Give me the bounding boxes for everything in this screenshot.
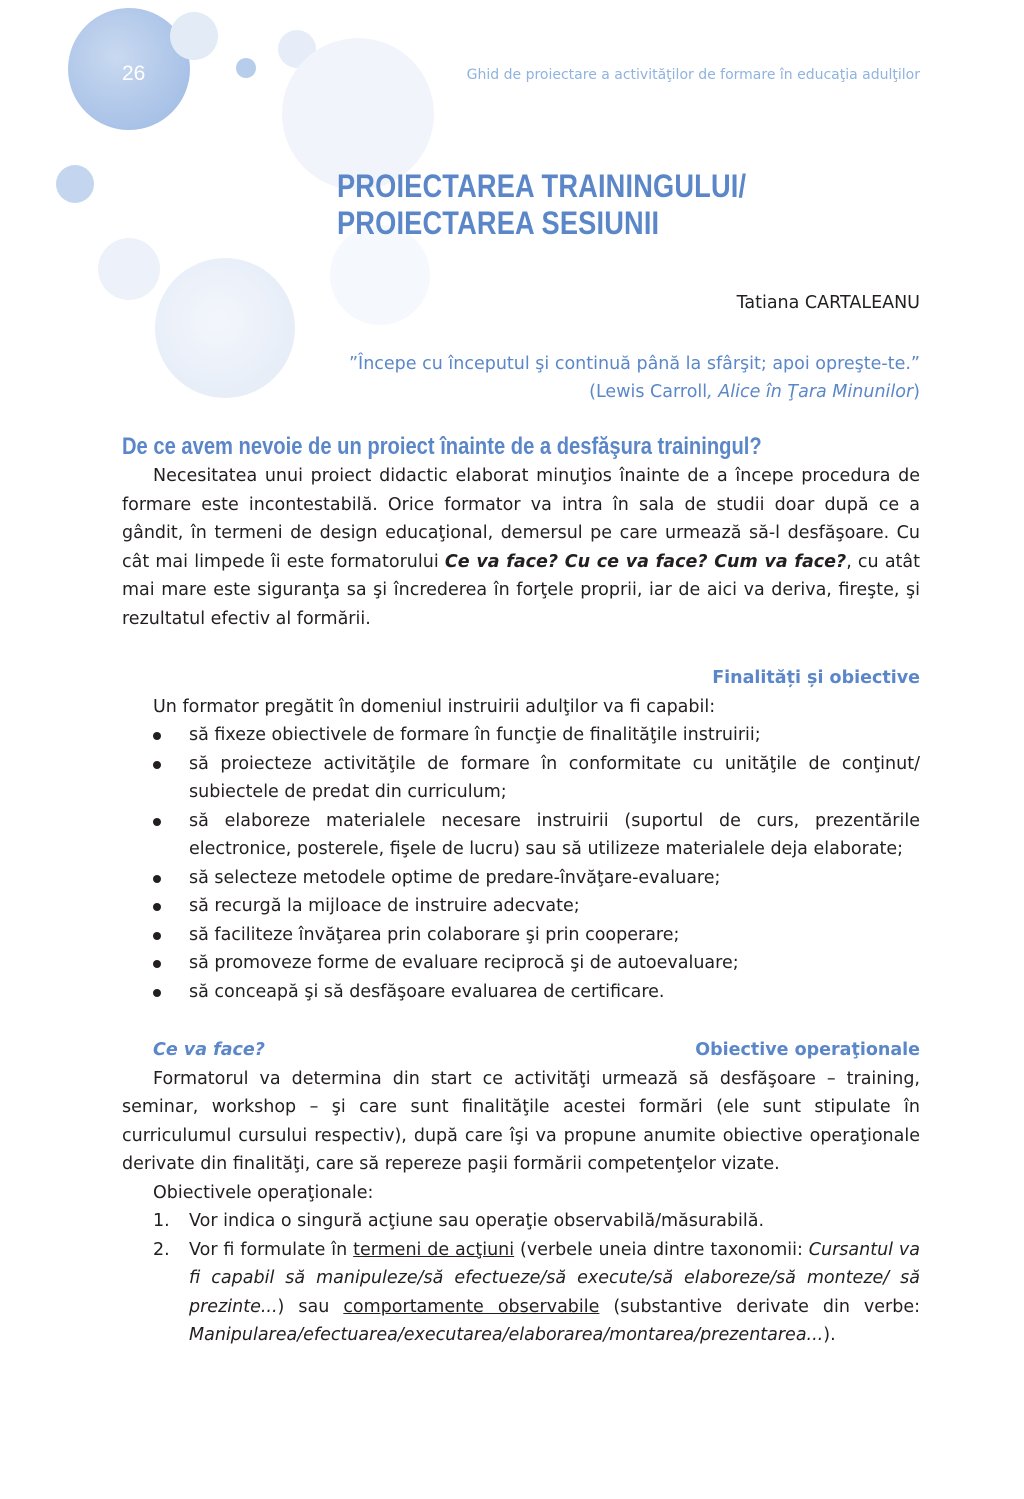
list-item-text: să elaboreze materialele necesare instruirii (suportul de curs, prezentările electronice, posterele, fişele de lucru) sau să utilizeze materialele deja elaborate; [189,810,920,859]
bullet-icon [153,989,161,997]
bullet-icon [153,761,161,769]
decorative-bubble-faint [155,258,295,398]
epigraph-author: (Lewis Carroll [589,382,708,402]
competencies-list [122,721,920,1006]
decorative-bubble [236,58,256,78]
italic-example: Manipularea/efectuarea/executarea/elaborarea/montarea/prezentarea... [189,1325,824,1345]
epigraph [349,350,920,406]
subheading-obiective-operationale: Obiective operaţionale [695,1040,920,1060]
author-name: Tatiana CARTALEANU [736,293,920,313]
list-item-text: să conceapă şi să desfăşoare evaluarea de certificare. [189,981,665,1002]
intro-paragraph [122,462,920,633]
title-line-1: PROIECTAREA TRAININGULUI/ [337,168,747,204]
bullet-icon [153,960,161,968]
epigraph-quote: ”Începe cu începutul şi continuă până la sfârşit; apoi opreşte-te.” [348,354,920,374]
page-title [337,168,746,242]
list-item-text: să faciliteze învăţarea prin colaborare şi prin cooperare; [189,924,680,945]
epigraph-work: , Alice în Ţara Minunilor [707,382,914,402]
list-item [122,721,920,750]
list-item [122,750,920,807]
page-number: 26 [122,62,146,85]
list-item-text: să proiecteze activităţile de formare în conformitate cu unităţile de conţinut/ subiectele de predat din curriculum; [189,753,920,802]
numbered-item-text: (verbele uneia dintre taxonomii: [514,1239,809,1260]
epigraph-close: ) [913,382,920,402]
paragraph-text: Necesitatea unui proiect didactic elaborat minuţios înainte de a începe procedura de formare este incontestabilă. Orice formator va intra în sala de studii doar după ce a gândit, în termeni de design educaţional, demersul pe care urmează să-l desfăşoare. Cu cât mai limpede îi este formatorului [122,466,920,572]
list-item-text: să recurgă la mijloace de instruire adecvate; [189,896,580,916]
list-item [122,921,920,950]
running-header: Ghid de proiectare a activităţilor de formare în educaţia adulţilor [466,67,920,83]
emphasis-text: Ce va face? Cu ce va face? Cum va face? [444,551,847,572]
objectives-list [122,1207,920,1350]
list-item [122,949,920,978]
list-item-text: să fixeze obiectivele de formare în funcţie de finalităţile instruirii; [189,725,761,745]
title-line-2: PROIECTAREA SESIUNII [337,205,660,241]
paragraph-text: , cu atât mai mare este siguranţa sa şi încrederea în forţele proprii, iar de aici va deriva, fireşte, şi rezultatul efectiv al formării. [122,551,920,629]
numbered-item-text: (substantive derivate din verbe: [599,1296,921,1317]
list-item [122,864,920,893]
decorative-bubble [98,238,160,300]
decorative-bubble [170,12,218,60]
bullet-icon [153,903,161,911]
underlined-term: comportamente observabile [343,1296,600,1317]
numbered-item [122,1207,920,1236]
item-number: 1. [153,1211,170,1231]
bullet-icon [153,932,161,940]
numbered-item-text: ). [823,1325,836,1345]
list-item-text: să promoveze forme de evaluare reciprocă şi de autoevaluare; [189,953,739,973]
decorative-bubble [56,165,94,203]
list-item [122,978,920,1007]
numbered-item [122,1236,920,1350]
bullet-icon [153,818,161,826]
numbered-list-intro: Obiectivele operaţionale: [153,1182,374,1203]
list-item [122,892,920,921]
list-item-text: să selecteze metodele optime de predare-învăţare-evaluare; [189,867,721,888]
bullet-icon [153,732,161,740]
item-number: 2. [153,1239,170,1260]
main-content [122,432,920,1350]
subheading-finalitati: Finalități și obiective [712,668,920,688]
italic-example: Cursantul va fi capabil să manipuleze/să efectueze/să execute/să elaboreze/să monteze/ să prezinte... [189,1239,920,1317]
numbered-item-text: Vor fi formulate în [189,1239,354,1260]
objectives-header-row [122,1036,920,1065]
objectives-paragraph: Formatorul va determina din start ce activităţi urmează să desfăşoare – training, seminar, workshop – şi care sunt finalităţile acestei formări (ele sunt stipulate în curriculumul cursului respectiv), după care îşi va propune anumite obiective operaţionale derivate din finalităţi, care să repereze paşii formării competenţelor vizate. [122,1068,920,1174]
numbered-item-text: ) sau [277,1296,344,1317]
epigraph-source [349,378,920,406]
list-item [122,807,920,864]
list-intro: Un formator pregătit în domeniul instruirii adulţilor va fi capabil: [153,696,716,717]
underlined-term: termeni de acţiuni [353,1239,515,1260]
numbered-item-text: Vor indica o singură acţiune sau operaţie observabilă/măsurabilă. [189,1211,765,1231]
bullet-icon [153,875,161,883]
subheading-ce-va-face: Ce va face? [153,1040,265,1060]
section-heading: De ce avem nevoie de un proiect înainte de a desfăşura trainingul? [122,433,762,460]
